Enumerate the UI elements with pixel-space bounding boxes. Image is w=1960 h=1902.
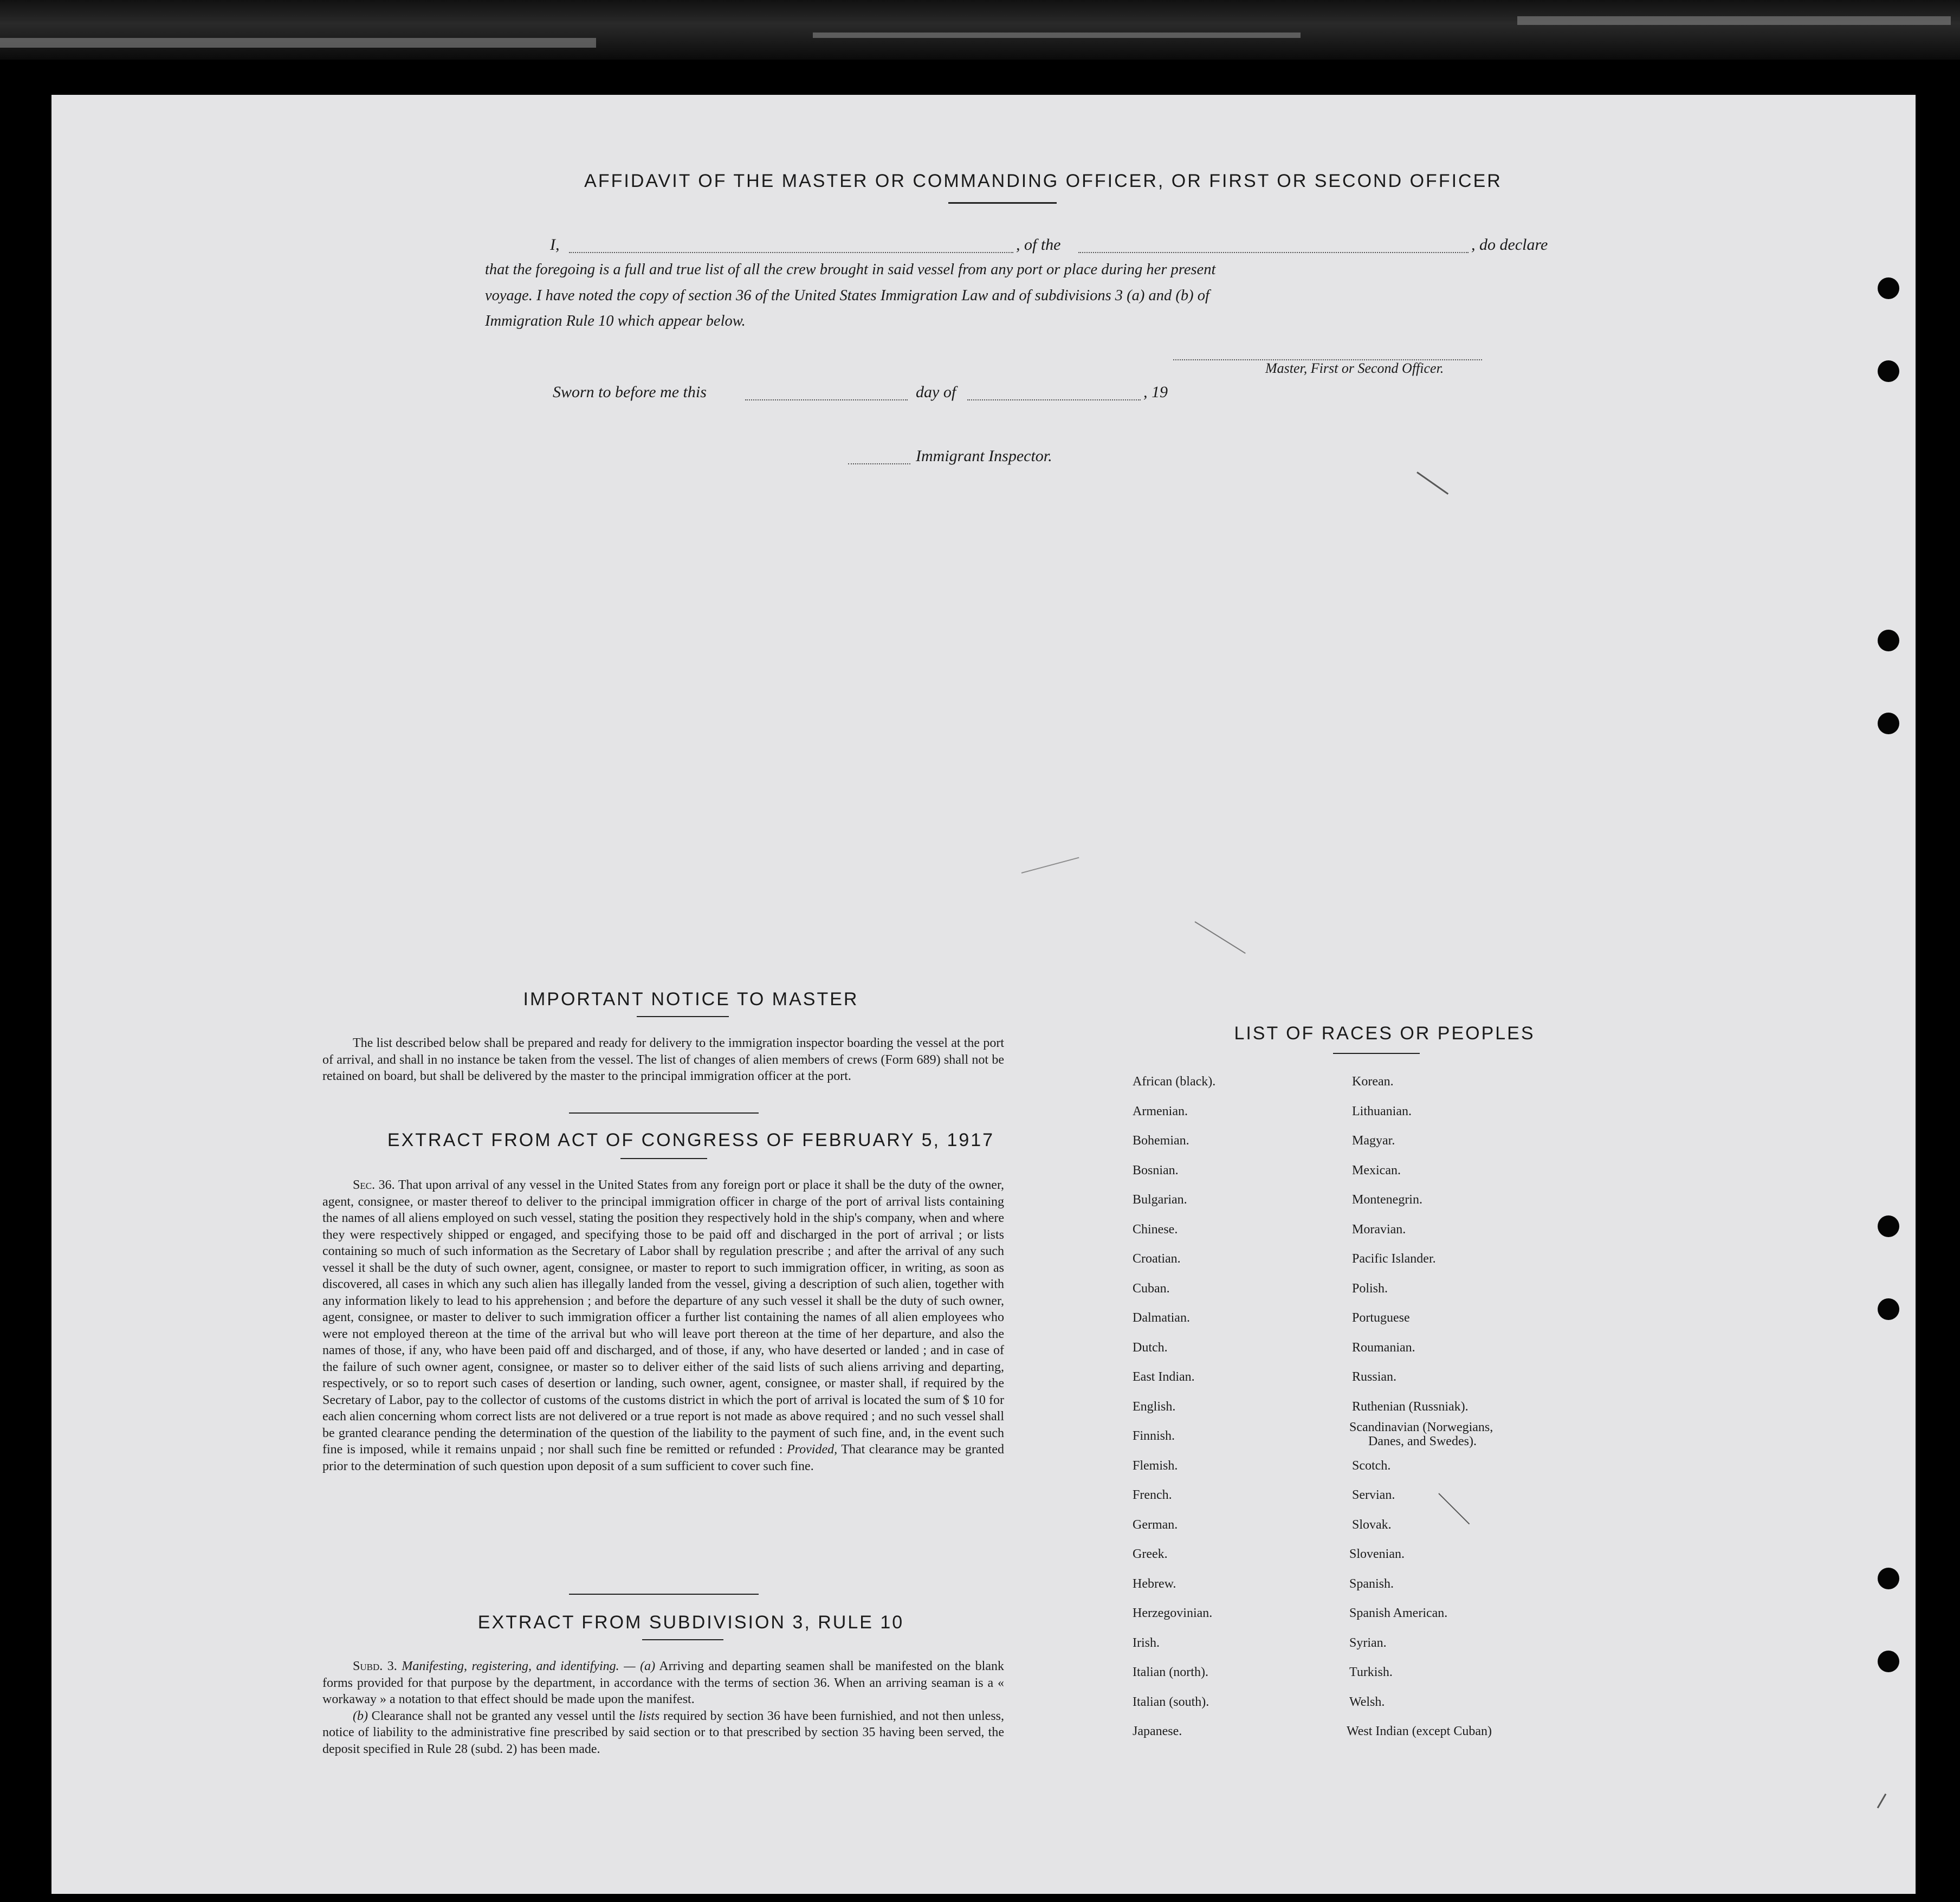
- binder-hole: [1878, 1298, 1899, 1320]
- scan-top-border: [0, 0, 1960, 60]
- race-right-item: Pacific Islander.: [1352, 1252, 1436, 1266]
- race-left-item: East Indian.: [1133, 1370, 1195, 1384]
- race-left-item: Irish.: [1133, 1636, 1160, 1650]
- extract-act-title-rule: [620, 1158, 707, 1159]
- race-left-item: Flemish.: [1133, 1459, 1178, 1473]
- section-divider: [569, 1594, 759, 1595]
- affidavit-line4: Immigration Rule 10 which appear below.: [485, 313, 746, 329]
- sec-label: Sec. 36.: [353, 1178, 395, 1192]
- extract-rule-title-rule: [642, 1639, 723, 1640]
- pencil-mark: [1438, 1493, 1470, 1524]
- notice-paragraph: [322, 1035, 1004, 1085]
- race-right-item: West Indian (except Cuban): [1347, 1724, 1492, 1738]
- race-right-item: Korean.: [1352, 1075, 1394, 1089]
- binder-hole: [1878, 1651, 1899, 1672]
- race-right-item: Portuguese: [1352, 1311, 1410, 1325]
- race-left-item: African (black).: [1133, 1075, 1216, 1089]
- races-title: LIST OF RACES OR PEOPLES: [1234, 1023, 1535, 1044]
- binder-hole: [1878, 1215, 1899, 1237]
- subd-heading: Manifesting, registering, and identifying. — (a): [402, 1659, 656, 1673]
- race-right-item: Roumanian.: [1352, 1341, 1415, 1355]
- provided-word: Provided,: [787, 1442, 838, 1457]
- race-right-item: Ruthenian (Russniak).: [1352, 1400, 1469, 1414]
- race-right-item: Scandinavian (Norwegians,: [1349, 1420, 1493, 1434]
- races-title-rule: [1333, 1053, 1420, 1054]
- binder-hole: [1878, 360, 1899, 382]
- binder-hole: [1878, 277, 1899, 299]
- race-right-item: Scotch.: [1352, 1459, 1391, 1473]
- sworn-day-blank-line[interactable]: [745, 399, 908, 400]
- scan-streak: [1517, 16, 1951, 25]
- race-right-item: Syrian.: [1349, 1636, 1387, 1650]
- rule-text-a: Arriving and departing seamen shall be manifested on the blank forms provided for that purpose by the department, in accordance with the terms of section 36. When an arriving seaman is a « workaway » a notation to that effect should be made upon the manifest.: [322, 1659, 1004, 1706]
- rule-text-b2: required by section 36 have been furnishied, and not then unless, notice of liability to the administrative fine prescribed by said section or to that prescribed by section 35 having been served, the deposit specified in Rule 28 (subd. 2) has been made.: [322, 1709, 1005, 1756]
- race-left-item: German.: [1133, 1518, 1178, 1532]
- affidavit-line3: voyage. I have noted the copy of section 36 of the United States Immigration Law and of subdivisions 3 (a) and (b) of: [485, 287, 1209, 304]
- scan-streak: [813, 33, 1301, 38]
- race-left-item: Bohemian.: [1133, 1134, 1189, 1148]
- race-right-item: Slovenian.: [1349, 1547, 1405, 1561]
- sworn-month-blank-line[interactable]: [967, 399, 1141, 400]
- race-left-item: Croatian.: [1133, 1252, 1181, 1266]
- binder-hole: [1878, 713, 1899, 734]
- subd-label: Subd. 3.: [353, 1659, 397, 1673]
- race-left-item: Greek.: [1133, 1547, 1168, 1561]
- b-label: (b): [353, 1709, 368, 1723]
- day-of-text: day of: [916, 383, 956, 401]
- inspector-blank-line[interactable]: [848, 463, 910, 464]
- race-right-item: Russian.: [1352, 1370, 1397, 1384]
- pencil-mark: [1194, 921, 1245, 954]
- sworn-text: Sworn to before me this: [553, 383, 707, 401]
- race-right-item: Slovak.: [1352, 1518, 1392, 1532]
- race-left-item: Bulgarian.: [1133, 1193, 1187, 1207]
- rule-text-b1: Clearance shall not be granted any vessel until the: [371, 1709, 636, 1723]
- vessel-blank-line[interactable]: [1078, 252, 1469, 253]
- affidavit-title-rule: [948, 202, 1057, 204]
- scan-streak: [0, 38, 596, 48]
- race-left-item: Bosnian.: [1133, 1163, 1179, 1178]
- race-right-item: Servian.: [1352, 1488, 1395, 1502]
- race-right-item: Lithuanian.: [1352, 1104, 1412, 1118]
- race-left-item: Italian (south).: [1133, 1695, 1209, 1709]
- affidavit-declare: , do declare: [1471, 236, 1548, 254]
- name-blank-line[interactable]: [569, 252, 1013, 253]
- race-left-item: Japanese.: [1133, 1724, 1182, 1738]
- extract-act-text: That upon arrival of any vessel in the United States from any foreign port or place it shall be the duty of the owner, agent, consignee, or master thereof to deliver to the principal immigration officer in charge of the port of arrival lists containing the names of all aliens employed on such vessel, stating the position they respectively hold in the ship's company, when and where they were respectively shipped or engaged, and specifying those to be paid off and discharged in the port of arrival ; or lists containing so much of such information as the Secretary of Labor shall by regulation prescribe ; and after the arrival of any such vessel it shall be the duty of such owner, agent, consignee, or master to report to such immigration officer, in writing, as soon as discovered, all cases in which any such alien has illegally landed from the vessel, giving a description of such alien, together with any information likely to lead to his apprehension ; and before the departure of any such vessel it shall be the duty of such owner, agent, consignee, or master to deliver to such immigration officer a further list containing the names of all alien employees who were not employed thereon at the time of the arrival but who will leave port thereon at the time of her departure, and also the names of those, if any, who have been paid off and discharged, and of those, if any, who have deserted or landed ; and in case of the failure of such owner agent, consignee, or master so to deliver either of the said lists of such aliens arriving and departing, respectively, or so to report such cases of desertion or landing, such owner, agent, consignee, or master shall, if required by the Secretary of Labor, pay to the collector of customs of the customs district in which the port of arrival is located the sum of $ 10 for each alien concerning whom correct lists are not delivered or a true report is not made as above required ; and no such vessel shall be granted clearance pending the determination of the question of the liability to the payment of such fine, and, in the event such fine is imposed, while it remains unpaid ; nor shall such fine be remitted or refunded :: [322, 1178, 1004, 1457]
- race-right-item: Mexican.: [1352, 1163, 1401, 1178]
- race-left-item: Herzegovinian.: [1133, 1606, 1213, 1620]
- extract-act-title: EXTRACT FROM ACT OF CONGRESS OF FEBRUARY 5, 1917: [387, 1130, 995, 1150]
- pencil-mark: [1416, 471, 1448, 495]
- extract-act-text-end: That clearance may be granted prior to the determination of such question upon deposit of a sum sufficient to cover such fine.: [322, 1442, 1004, 1473]
- affidavit-title: AFFIDAVIT OF THE MASTER OR COMMANDING OFFICER, OR FIRST OR SECOND OFFICER: [584, 171, 1502, 191]
- race-right-item-cont: Danes, and Swedes).: [1368, 1434, 1477, 1448]
- race-left-item: Dalmatian.: [1133, 1311, 1190, 1325]
- notice-title: IMPORTANT NOTICE TO MASTER: [523, 989, 859, 1010]
- inspector-label: Immigrant Inspector.: [916, 447, 1052, 465]
- race-left-item: Hebrew.: [1133, 1577, 1176, 1591]
- year-text: , 19: [1143, 383, 1168, 401]
- race-right-item: Moravian.: [1352, 1222, 1406, 1237]
- binder-hole: [1878, 630, 1899, 651]
- race-right-item: Magyar.: [1352, 1134, 1395, 1148]
- race-left-item: Dutch.: [1133, 1341, 1168, 1355]
- signature-label: Master, First or Second Officer.: [1265, 360, 1444, 376]
- race-right-item: Turkish.: [1349, 1665, 1393, 1679]
- binder-hole: [1878, 1568, 1899, 1589]
- race-right-item: Welsh.: [1349, 1695, 1385, 1709]
- race-left-item: French.: [1133, 1488, 1172, 1502]
- section-divider: [569, 1112, 759, 1114]
- affidavit-i: I,: [550, 236, 560, 254]
- lists-word: lists: [638, 1709, 660, 1723]
- extract-rule-title: EXTRACT FROM SUBDIVISION 3, RULE 10: [477, 1612, 904, 1633]
- race-right-item: Spanish American.: [1349, 1606, 1448, 1620]
- race-left-item: English.: [1133, 1400, 1176, 1414]
- race-right-item: Montenegrin.: [1352, 1193, 1422, 1207]
- document-page: [51, 95, 1916, 1894]
- race-left-item: Chinese.: [1133, 1222, 1178, 1237]
- affidavit-of-the: , of the: [1016, 236, 1061, 254]
- notice-title-rule: [637, 1016, 729, 1017]
- race-left-item: Finnish.: [1133, 1429, 1175, 1443]
- race-right-item: Spanish.: [1349, 1577, 1394, 1591]
- race-left-item: Cuban.: [1133, 1282, 1170, 1296]
- notice-text: The list described below shall be prepared and ready for delivery to the immigration inspector boarding the vessel at the port of arrival, and shall in no instance be taken from the vessel. The list of changes of alien members of crews (Form 689) shall not be retained on board, but shall be delivered by the master to the principal immigration officer at the port.: [322, 1036, 1004, 1083]
- race-right-item: Polish.: [1352, 1282, 1388, 1296]
- race-left-item: Italian (north).: [1133, 1665, 1208, 1679]
- race-left-item: Armenian.: [1133, 1104, 1188, 1118]
- pencil-mark: [1877, 1794, 1887, 1808]
- extract-act-paragraph: [322, 1177, 1004, 1474]
- pencil-mark: [1021, 857, 1079, 874]
- extract-rule-paragraph: [322, 1658, 1004, 1757]
- affidavit-line2: that the foregoing is a full and true list of all the crew brought in said vessel from any port or place during her present: [485, 261, 1216, 278]
